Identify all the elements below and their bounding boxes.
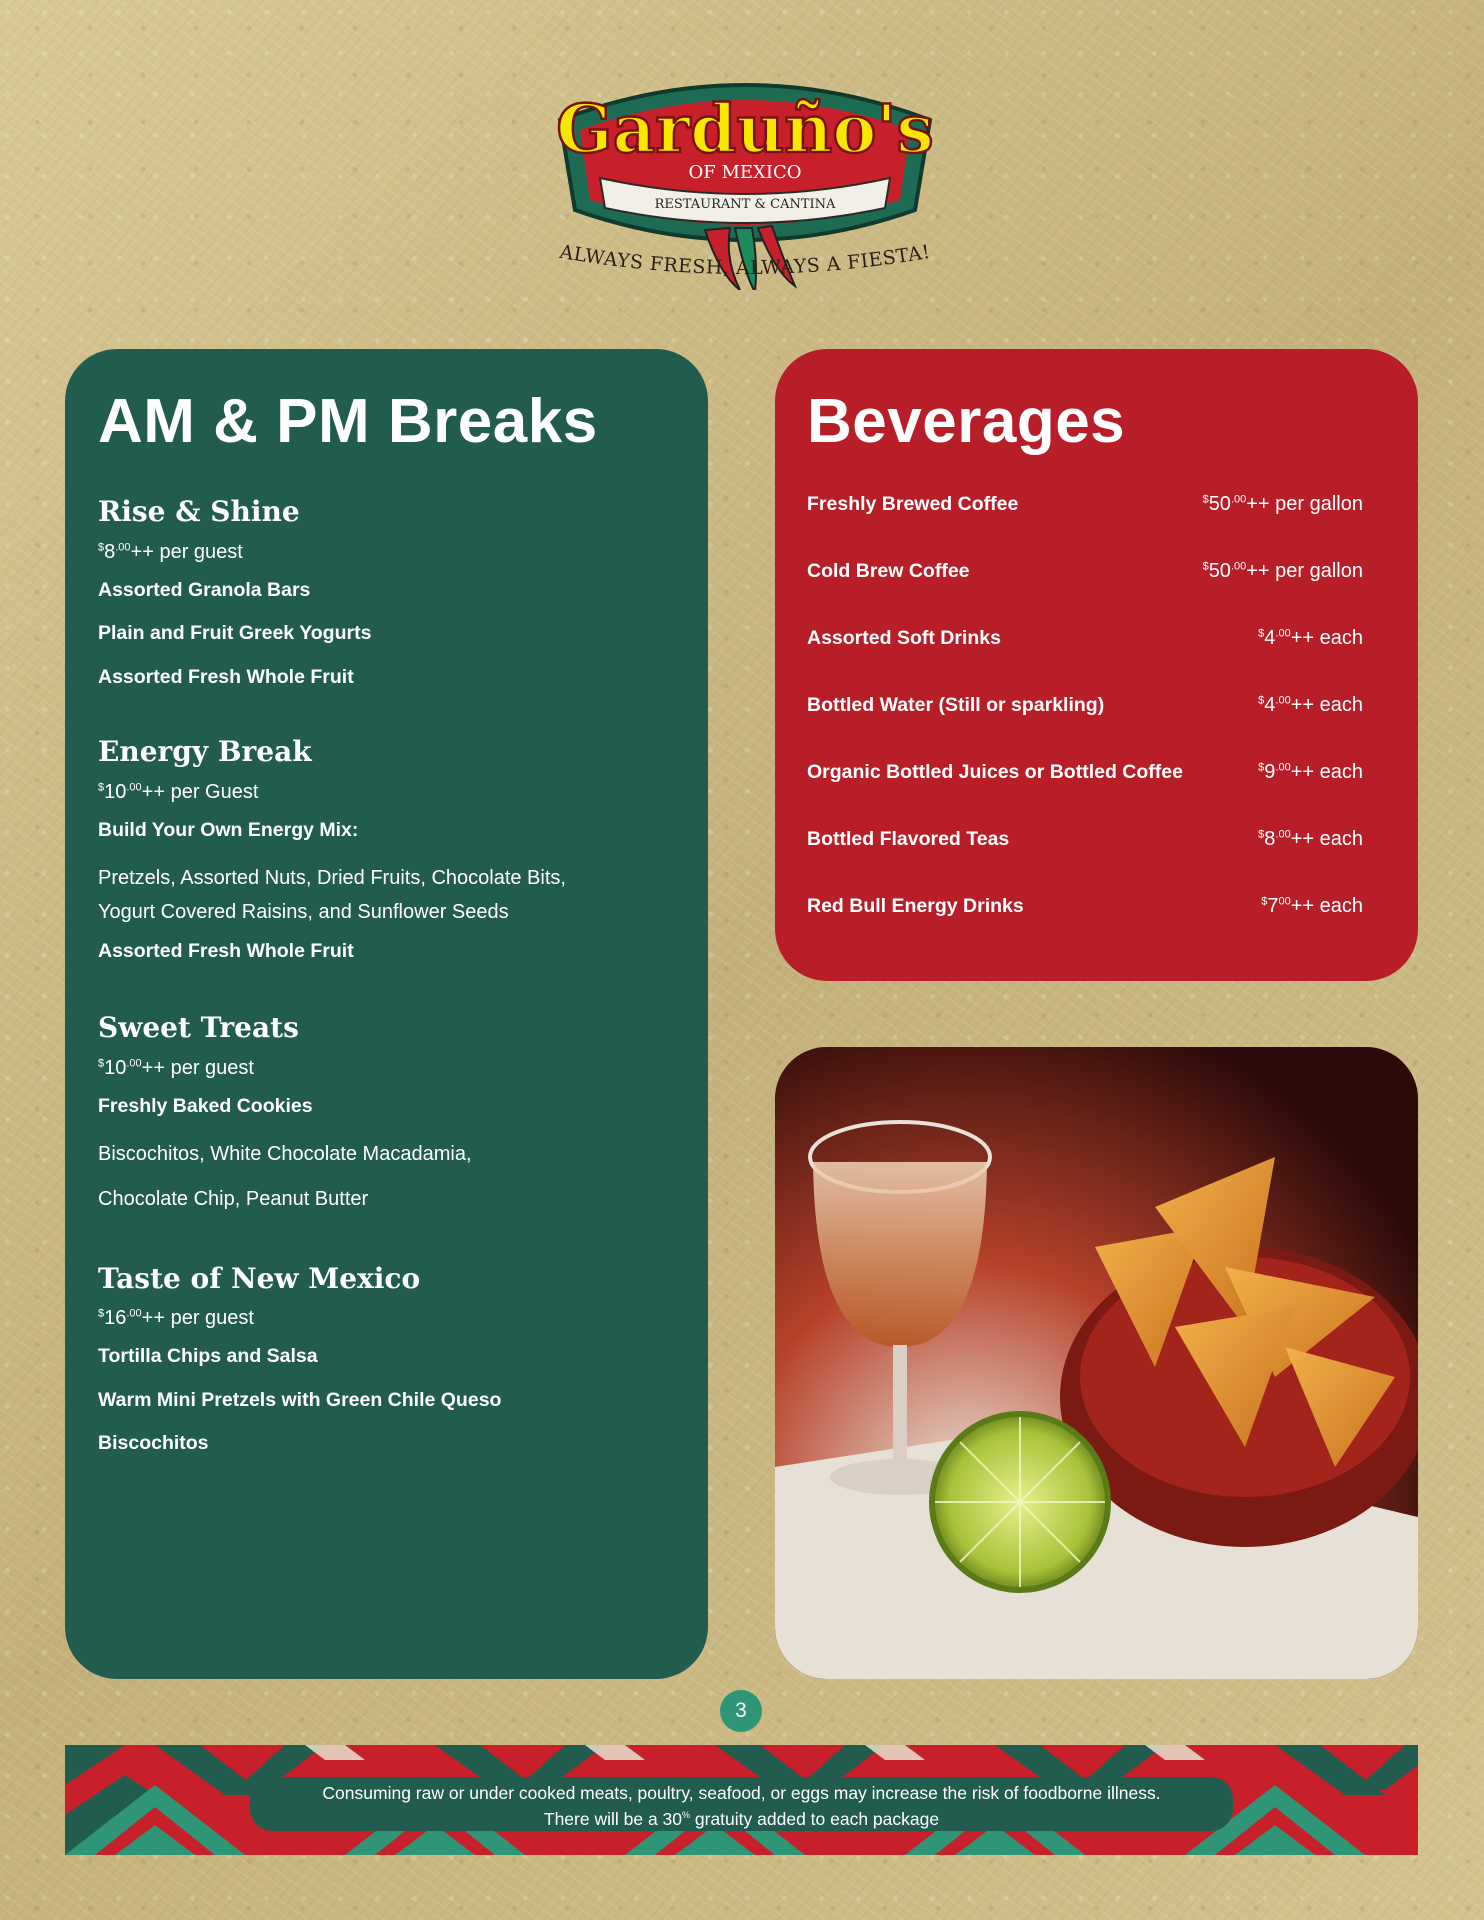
tagline-wrap — [540, 243, 950, 283]
beverage-price: $^{\$}9^{.00}++$ each — [1258, 761, 1363, 783]
beverage-list — [807, 493, 1363, 962]
section-price: $^{\$}8^{.00}++$ per guest — [98, 540, 243, 563]
menu-item: Assorted Granola Bars — [98, 578, 311, 601]
menu-item: Build Your Own Energy Mix: — [98, 818, 359, 841]
menu-item: Assorted Fresh Whole Fruit — [98, 940, 354, 963]
menu-item: Biscochitos — [98, 1432, 209, 1455]
svg-text:ALWAYS FRESH, ALWAYS A FIESTA! — [557, 243, 932, 279]
beverage-name: Assorted Soft Drinks — [807, 627, 1001, 649]
beverage-price: $^{\$}50^{.00}++$ per gallon — [1202, 493, 1363, 515]
food-photo — [775, 1047, 1418, 1679]
beverage-row — [807, 560, 1363, 627]
breaks-panel — [65, 349, 708, 1679]
logo-wordmark: Garduño's — [556, 90, 934, 168]
section-title: Taste of New Mexico — [98, 1261, 421, 1295]
footer-notice-line2: There will be a 30% gratuity added to each package — [543, 1808, 940, 1829]
tagline: ALWAYS FRESH, ALWAYS A FIESTA! — [558, 243, 932, 280]
beverage-price: $^{\$}7^{00}++$ each — [1261, 895, 1363, 917]
section-title: Sweet Treats — [98, 1011, 299, 1045]
beverages-panel — [775, 349, 1418, 981]
beverage-name: Bottled Water (Still or sparkling) — [807, 694, 1105, 716]
section-energy-break — [98, 734, 676, 964]
menu-item: Assorted Fresh Whole Fruit — [98, 665, 354, 688]
page-number: 3 — [720, 1690, 762, 1732]
beverage-name: Organic Bottled Juices or Bottled Coffee — [807, 761, 1183, 783]
tagline-arc — [540, 243, 950, 283]
beverage-row — [807, 694, 1363, 761]
beverage-row — [807, 627, 1363, 694]
beverage-price: $^{\$}4^{.00}++$ each — [1258, 627, 1363, 649]
beverage-price: $^{\$}4^{.00}++$ each — [1258, 694, 1363, 716]
chips-and-drink-photo-icon — [775, 1047, 1418, 1679]
section-price: $^{\$}10^{.00}++$ per guest — [98, 1057, 254, 1080]
logo-subtitle: OF MEXICO — [688, 162, 802, 183]
section-sweet-treats — [98, 1013, 676, 1221]
section-taste-of-new-mexico — [98, 1261, 676, 1456]
menu-item: Freshly Baked Cookies — [98, 1095, 313, 1118]
footer-notice — [250, 1777, 1233, 1831]
section-rise-and-shine — [98, 497, 676, 689]
section-price: $^{\$}16^{.00}++$ per guest — [98, 1307, 254, 1330]
breaks-title: AM & PM Breaks — [98, 387, 598, 456]
beverage-name: Cold Brew Coffee — [807, 560, 970, 582]
beverages-title: Beverages — [807, 387, 1126, 456]
menu-item: Tortilla Chips and Salsa — [98, 1345, 318, 1368]
beverage-row — [807, 493, 1363, 560]
section-title: Rise & Shine — [98, 495, 300, 528]
section-title: Energy Break — [98, 734, 312, 768]
beverage-row — [807, 828, 1363, 895]
section-price: $^{\$}10^{.00}++$ per Guest — [98, 780, 259, 803]
beverage-price: $^{\$}50^{.00}++$ per gallon — [1202, 560, 1363, 582]
beverage-name: Freshly Brewed Coffee — [807, 493, 1019, 515]
logo-ribbon-text: RESTAURANT & CANTINA — [654, 197, 836, 212]
beverage-name: Red Bull Energy Drinks — [807, 895, 1024, 917]
menu-item-description: Biscochitos, White Chocolate Macadamia, Chocolate Chip, Peanut Butter — [98, 1142, 472, 1210]
beverage-row — [807, 895, 1363, 962]
footer-notice-line1: Consuming raw or under cooked meats, poultry, seafood, or eggs may increase the risk of foodborne illness. — [322, 1783, 1161, 1803]
beverage-price: $^{\$}8^{.00}++$ each — [1258, 828, 1363, 850]
beverage-name: Bottled Flavored Teas — [807, 828, 1010, 850]
menu-item-description: Pretzels, Assorted Nuts, Dried Fruits, Chocolate Bits, Yogurt Covered Raisins, and Sunflower Seeds — [98, 867, 566, 924]
menu-item: Plain and Fruit Greek Yogurts — [98, 622, 372, 645]
beverage-row — [807, 761, 1363, 828]
menu-item: Warm Mini Pretzels with Green Chile Queso — [98, 1388, 502, 1411]
